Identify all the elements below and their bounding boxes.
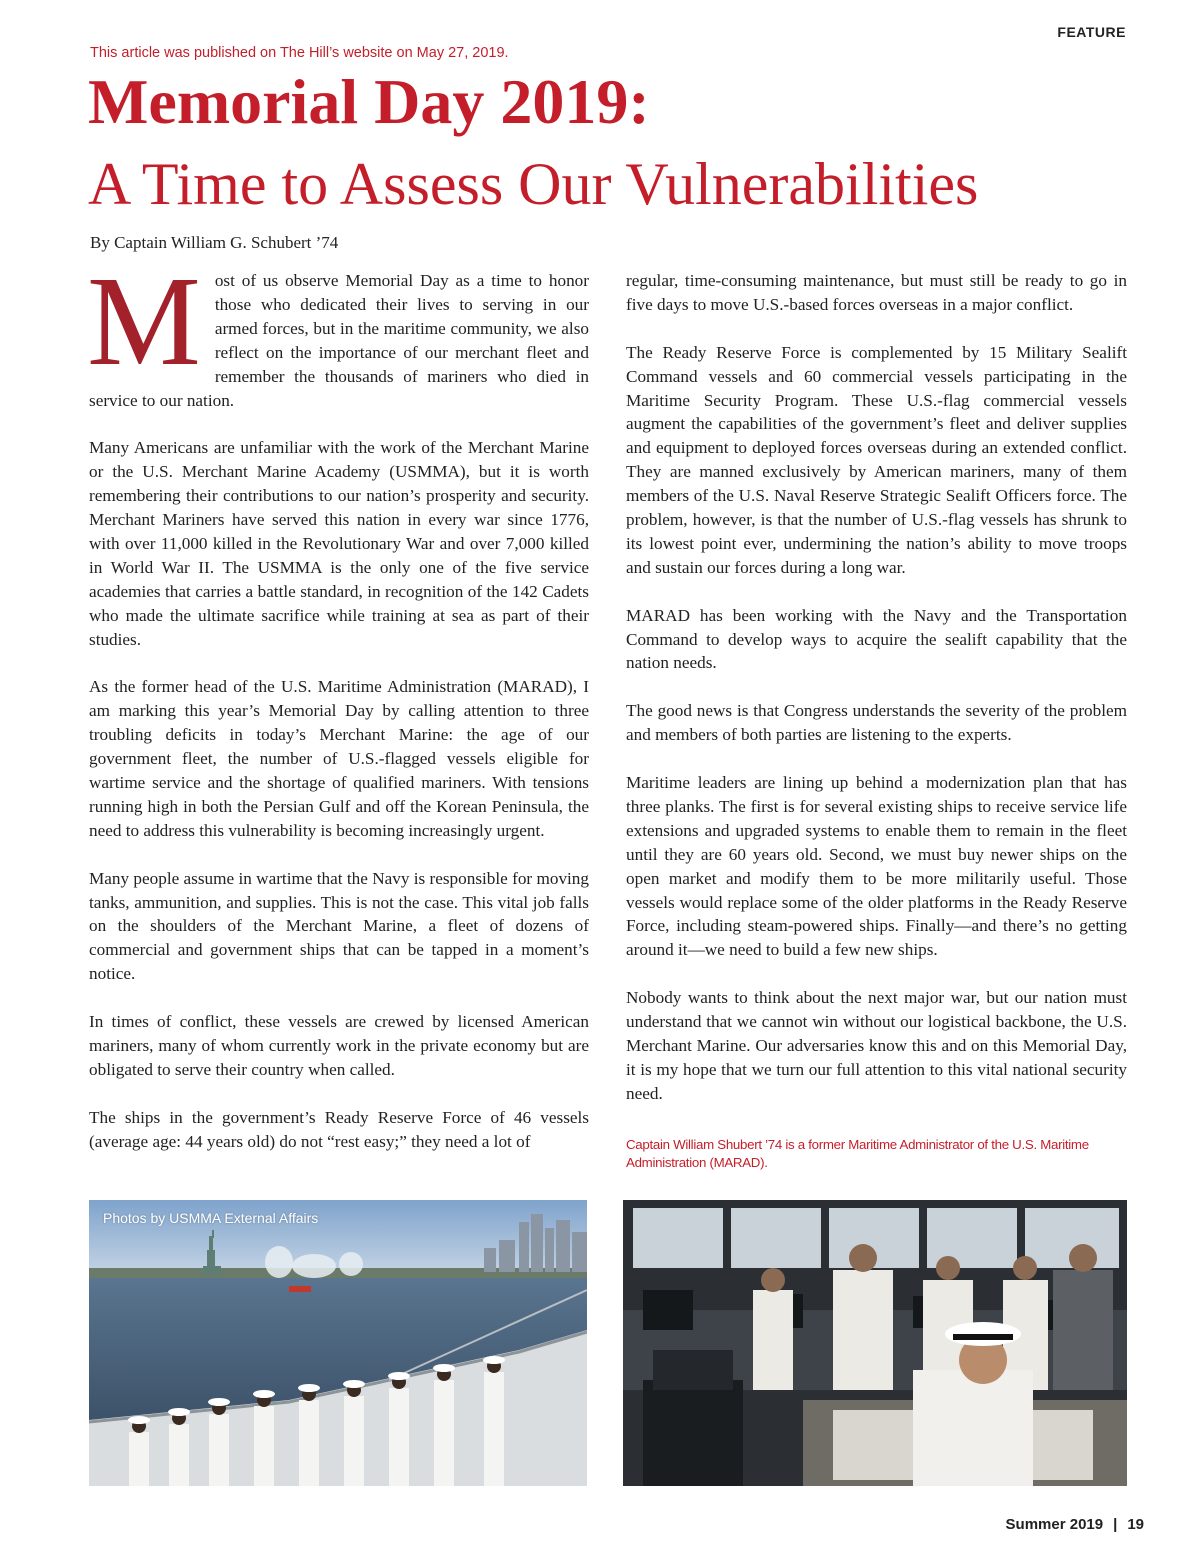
paragraph: Most of us observe Memorial Day as a time to honor those who dedicated their lives to serving in our armed forces, but in the maritime community, we also reflect on the importance of our merchant fleet and remember the thousands of mariners who died in service to our nation. [87, 250, 589, 410]
footer-separator: | [1113, 1516, 1118, 1533]
harbor-photo [89, 1200, 587, 1486]
article-subtitle: A Time to Assess Our Vulnerabilities [88, 151, 979, 217]
paragraph: regular, time-consuming maintenance, but must still be ready to go in five days to move U.S.-based forces overseas in a major conflict. [626, 271, 1127, 314]
page-number: 19 [1127, 1516, 1144, 1533]
paragraph: Many people assume in wartime that the Navy is responsible for moving tanks, ammunition, and supplies. This is not the case. This vital job falls on the shoulders of the Merchant Marine, a fleet of dozens of commercial and government ships that can be tapped in a moment’s notice. [89, 868, 589, 984]
author-caption: Captain William Shubert ’74 is a former Maritime Administrator of the U.S. Maritime Administration (MARAD). [626, 1137, 1089, 1170]
paragraph: In times of conflict, these vessels are crewed by licensed American mariners, many of whom currently work in the private economy but are obligated to serve their country when called. [89, 1012, 589, 1079]
paragraph: Nobody wants to think about the next major war, but our nation must understand that we cannot win without our logistical backbone, the U.S. Merchant Marine. Our adversaries know this and on this Memorial Day, it is my hope that we turn our full attention to this vital national security need. [626, 988, 1127, 1103]
paragraph: The ships in the government’s Ready Reserve Force of 46 vessels (average age: 44 years old) do not “rest easy;” they need a lot of [89, 1107, 589, 1151]
issue-label: Summer 2019 [1005, 1516, 1104, 1533]
paragraph: Maritime leaders are lining up behind a modernization plan that has three planks. The first is for several existing ships to receive service life extensions and upgraded systems to enable them to remain in the fleet until they are 60 years old. Second, we must buy newer ships on the open market and modify them to be more militarily useful. Those vessels would replace some of the older platforms in the Ready Reserve Force, including steam-powered ships. Finally—and there’s no getting around it—we need to build a few new ships. [626, 772, 1127, 960]
left-column [87, 250, 589, 1177]
paragraph: The good news is that Congress understands the severity of the problem and members of both parties are listening to the experts. [626, 701, 1127, 745]
right-column [626, 269, 1127, 1130]
drop-cap: M [87, 250, 201, 392]
publication-note: This article was published on The Hill’s website on May 27, 2019. [90, 45, 509, 61]
paragraph: The Ready Reserve Force is complemented by 15 Military Sealift Command vessels and 60 commercial vessels participating in the Maritime Security Program. These U.S.-flag commercial vessels augment the capabilities of the government’s fleet and deliver supplies and equipment to deployed forces overseas during an extended conflict. They are manned exclusively by American mariners, many of them members of the U.S. Naval Reserve Strategic Sealift Officers force. The problem, however, is that the number of U.S.-flag vessels has shrunk to its lowest point ever, undermining the nation’s ability to move troops and sustain our forces during a long war. [626, 342, 1127, 577]
paragraph: Many Americans are unfamiliar with the work of the Merchant Marine or the U.S. Merchant Marine Academy (USMMA), but it is worth remembering their contributions to our nation’s prosperity and security. Merchant Mariners have served this nation in every war since 1776, with over 11,000 killed in the Revolutionary War and over 7,000 killed in World War II. The USMMA is the only one of the five service academies that carries a battle standard, in recognition of the 142 Cadets who made the ultimate sacrifice while training at sea as part of their studies. [89, 438, 589, 649]
page-footer [1006, 1516, 1144, 1533]
photo-credit: Photos by USMMA External Affairs [103, 1210, 319, 1226]
paragraph: MARAD has been working with the Navy and the Transportation Command to develop ways to acquire the sealift capability that the nation needs. [626, 605, 1127, 673]
bridge-photo [623, 1200, 1127, 1486]
section-label: FEATURE [1057, 24, 1126, 40]
byline: By Captain William G. Schubert ’74 [90, 233, 339, 252]
article-title: Memorial Day 2019: [88, 66, 650, 137]
paragraph: As the former head of the U.S. Maritime Administration (MARAD), I am marking this year’s Memorial Day by calling attention to three troubling deficits in today’s Merchant Marine: the age of our government fleet, the number of U.S.-flagged vessels eligible for wartime service and the shortage of qualified mariners. With tensions running high in both the Persian Gulf and off the Korean Peninsula, the need to address this vulnerability is becoming increasingly urgent. [89, 677, 589, 840]
